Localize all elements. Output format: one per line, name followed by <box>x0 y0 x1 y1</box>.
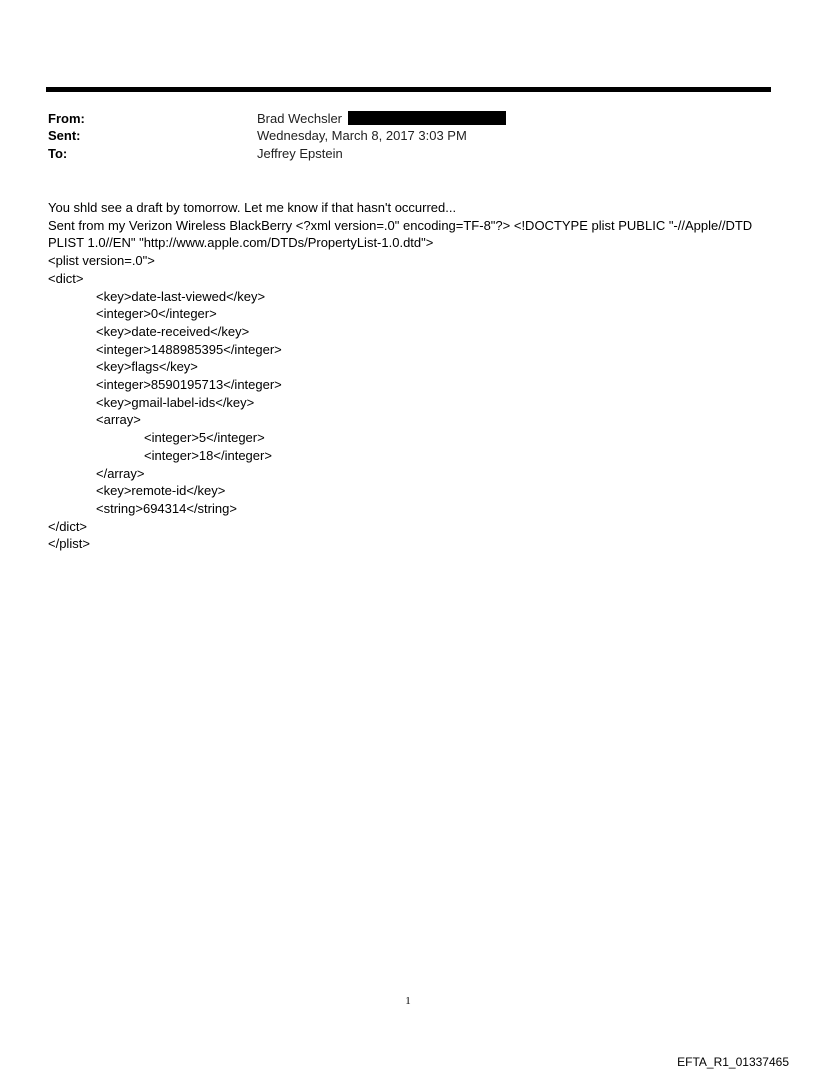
page-number: 1 <box>405 995 411 1007</box>
from-value <box>257 110 506 127</box>
body-line: <key>date-received</key> <box>96 323 250 339</box>
body-line: <integer>5</integer> <box>144 430 265 446</box>
email-body <box>48 199 778 553</box>
body-line: <array> <box>96 412 141 428</box>
body-line: <string>694314</string> <box>96 500 237 516</box>
header-divider <box>46 87 771 92</box>
sender-name: Brad Wechsler <box>257 111 343 126</box>
body-line: </array> <box>96 465 145 481</box>
body-line: <integer>0</integer> <box>96 306 217 322</box>
body-line: </dict> <box>48 518 88 534</box>
body-line: <key>date-last-viewed</key> <box>96 288 266 304</box>
to-label: To: <box>48 146 68 161</box>
body-line: Sent from my Verizon Wireless BlackBerry <?xml version=.0" encoding=TF-8"?> <!DOCTYPE plist PUBLIC "-//Apple//DTD <box>48 217 753 233</box>
body-line: <key>gmail-label-ids</key> <box>96 394 255 410</box>
body-line: <integer>8590195713</integer> <box>96 377 282 393</box>
document-id: EFTA_R1_01337465 <box>677 1055 789 1069</box>
sent-value: Wednesday, March 8, 2017 3:03 PM <box>257 128 467 143</box>
body-line: <integer>1488985395</integer> <box>96 341 282 357</box>
to-value: Jeffrey Epstein <box>257 146 343 161</box>
sent-label: Sent: <box>48 128 81 143</box>
body-line: </plist> <box>48 536 90 552</box>
body-line: <plist version=.0"> <box>48 253 155 269</box>
from-label: From: <box>48 111 85 126</box>
body-line: <integer>18</integer> <box>144 447 272 463</box>
body-line: You shld see a draft by tomorrow. Let me know if that hasn't occurred... <box>48 200 457 215</box>
body-line: PLIST 1.0//EN" "http://www.apple.com/DTDs/PropertyList-1.0.dtd"> <box>48 235 434 251</box>
body-line: <dict> <box>48 270 84 286</box>
body-line: <key>remote-id</key> <box>96 483 226 499</box>
body-line: <key>flags</key> <box>96 359 198 375</box>
redaction-bar <box>348 111 506 125</box>
